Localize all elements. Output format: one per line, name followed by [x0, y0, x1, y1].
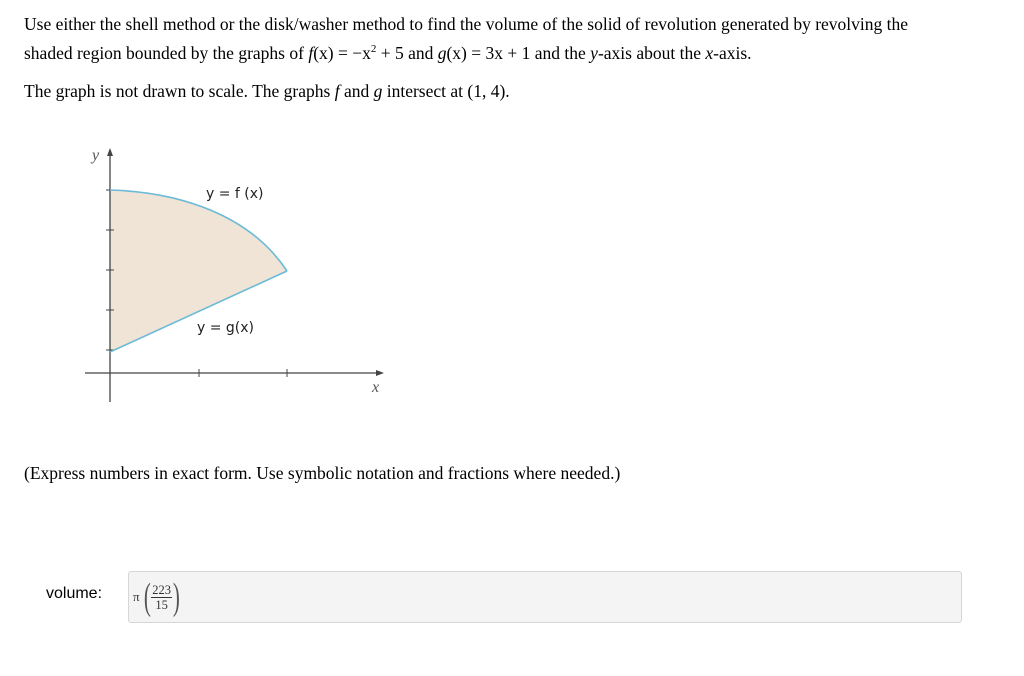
problem-text: shaded region bounded by the graphs of — [24, 43, 309, 63]
left-paren: ( — [143, 576, 151, 618]
graph-note — [24, 77, 510, 106]
fraction — [151, 583, 172, 612]
answer-label: volume: — [46, 585, 103, 602]
x-axis-label: x — [372, 379, 380, 396]
problem-line-1 — [24, 10, 1004, 39]
instruction-text: (Express numbers in exact form. Use symbolic notation and fractions where needed.) — [24, 463, 621, 483]
note-f: f — [334, 81, 340, 101]
volume-answer-field[interactable] — [128, 571, 962, 623]
note-text: The graph is not drawn to scale. The graphs — [24, 81, 335, 101]
fraction-numerator: 223 — [152, 582, 171, 597]
problem-text: -axis about the — [597, 43, 706, 63]
x-axis-arrow — [376, 370, 384, 376]
answer-expression — [133, 574, 183, 620]
f-curve-label: y = f (x) — [206, 186, 264, 202]
problem-text: and the — [530, 43, 591, 63]
problem-text: + 5 and — [376, 43, 438, 63]
f-expression: (x) = −x — [313, 43, 371, 63]
note-text: and — [339, 81, 374, 101]
answer-row — [46, 571, 962, 623]
region-graph — [80, 140, 400, 410]
graph-svg — [80, 140, 400, 410]
f-exponent: 2 — [370, 43, 377, 55]
y-variable: y — [590, 43, 598, 63]
note-text: intersect at (1, 4). — [382, 81, 510, 101]
y-axis-arrow — [107, 148, 113, 156]
fraction-denominator: 15 — [155, 597, 168, 612]
g-expression: (x) = 3x + 1 — [446, 43, 531, 63]
g-function-name: g — [437, 43, 447, 63]
x-variable: x — [705, 43, 714, 63]
problem-line-2 — [24, 39, 1004, 68]
g-line-label: y = g(x) — [197, 320, 255, 336]
problem-text: -axis. — [713, 43, 752, 63]
pi-symbol: π — [133, 589, 140, 604]
problem-text: Use either the shell method or the disk/washer method to find the volume of the solid of revolution generated by revolving the — [24, 14, 909, 34]
right-paren: ) — [172, 576, 180, 618]
problem-statement — [24, 10, 1004, 68]
f-function-name: f — [308, 43, 314, 63]
y-axis-label: y — [92, 147, 100, 164]
note-g: g — [373, 81, 383, 101]
